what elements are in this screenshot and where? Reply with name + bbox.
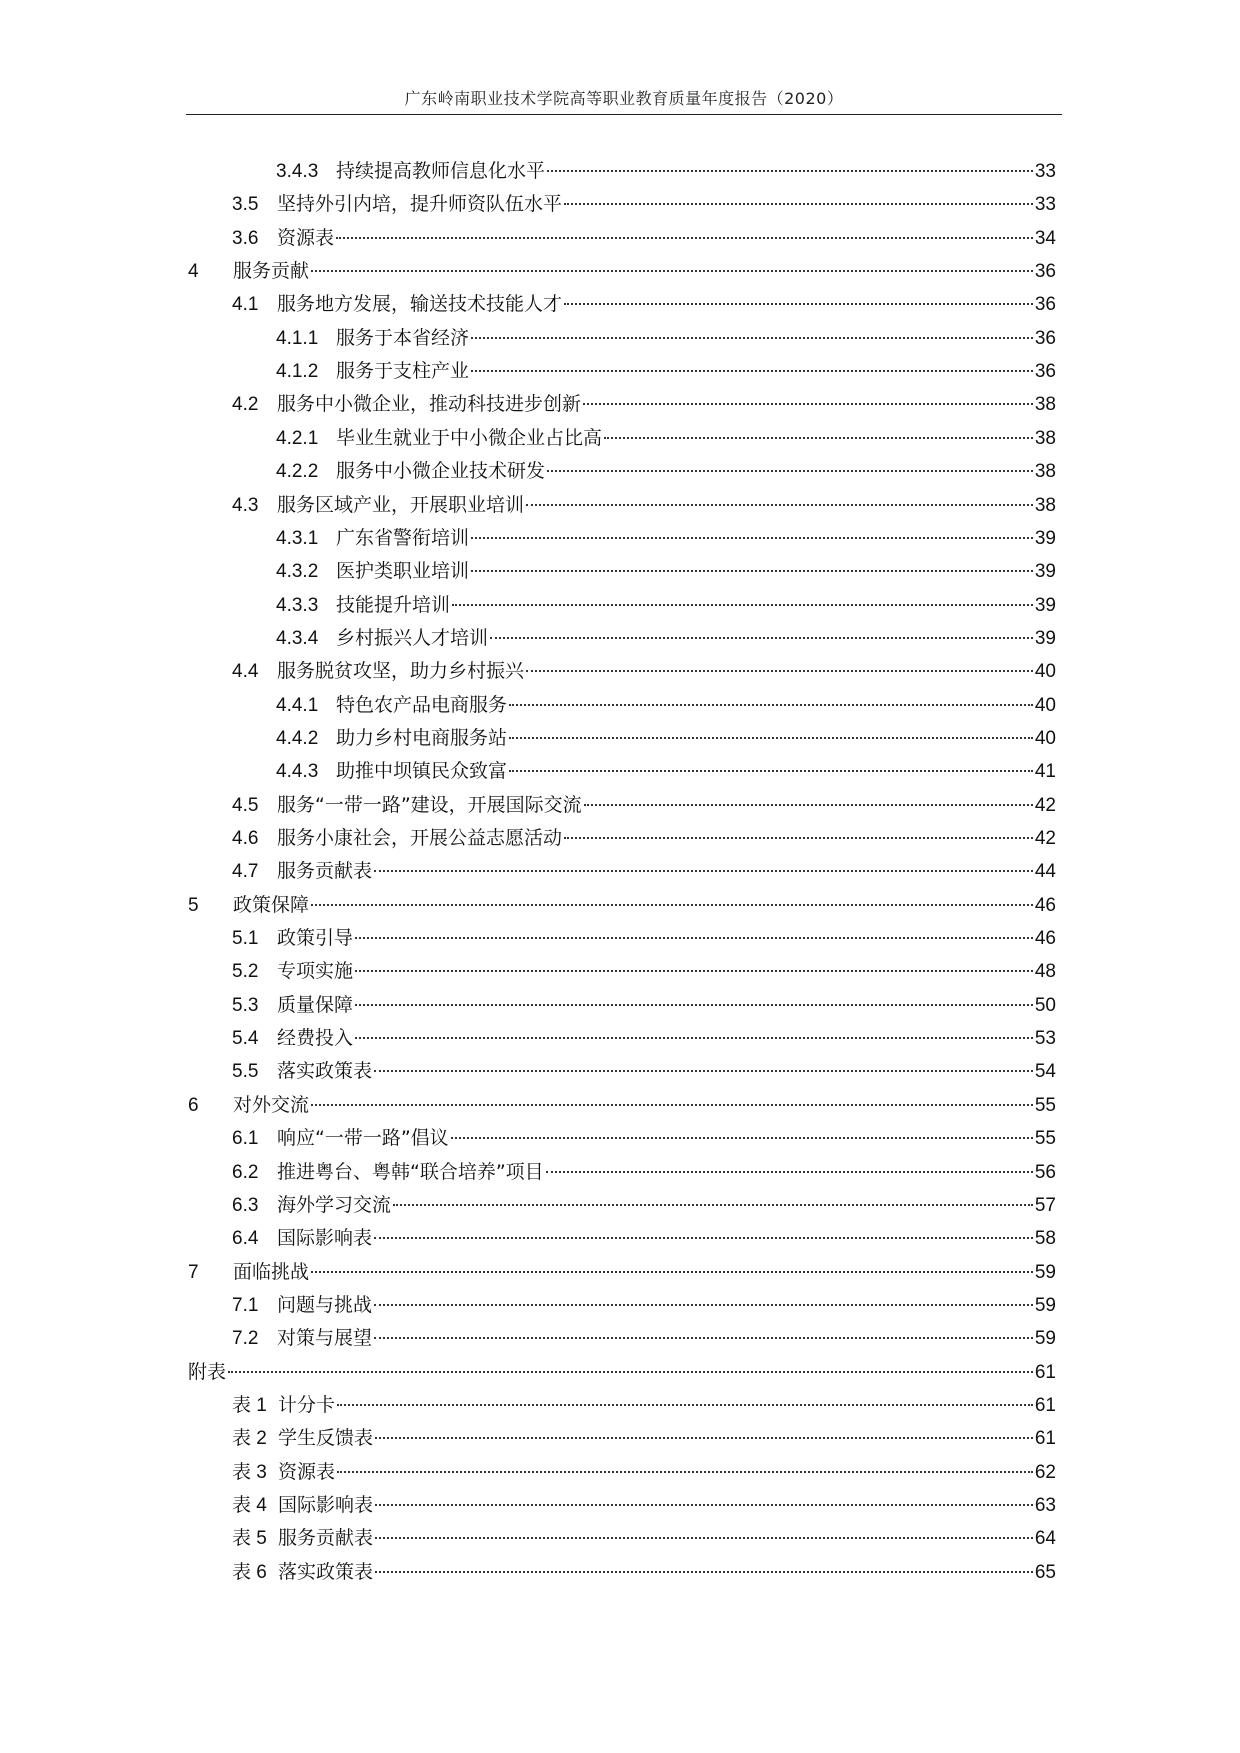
- toc-dot-leader: [451, 1137, 1033, 1139]
- toc-entry-title: 助推中坝镇民众致富: [336, 760, 508, 782]
- toc-dot-leader: [374, 1304, 1033, 1306]
- toc-dot-leader: [355, 1037, 1033, 1039]
- toc-entry-title: 落实政策表: [278, 1561, 374, 1583]
- toc-entry-number: 表 2: [232, 1428, 267, 1449]
- toc-dot-leader: [471, 570, 1033, 572]
- toc-entry-page: 39: [1034, 528, 1056, 549]
- toc-entry[interactable]: [232, 1056, 1056, 1086]
- toc-entry[interactable]: [232, 1290, 1056, 1320]
- toc-entry-title: 服务脱贫攻坚，助力乡村振兴: [277, 660, 525, 682]
- header-rule: [186, 114, 1062, 115]
- toc-entry[interactable]: [276, 756, 1056, 786]
- toc-entry-page: 61: [1034, 1395, 1056, 1416]
- toc-entry-page: 46: [1034, 928, 1056, 949]
- toc-entry-number: 6.2: [232, 1162, 259, 1183]
- toc-entry-number: 4.1.2: [276, 361, 319, 382]
- toc-entry-title: 国际影响表: [277, 1227, 373, 1249]
- toc-entry[interactable]: [232, 289, 1056, 319]
- toc-dot-leader: [374, 1337, 1033, 1339]
- toc-entry-page: 54: [1034, 1061, 1056, 1082]
- toc-entry-title: 特色农产品电商服务: [336, 694, 508, 716]
- toc-entry-page: 61: [1034, 1428, 1056, 1449]
- toc-dot-leader: [375, 1537, 1033, 1539]
- toc-entry-number: 7.2: [232, 1328, 259, 1349]
- toc-entry[interactable]: [276, 356, 1056, 386]
- toc-entry-number: 4.2: [232, 394, 259, 415]
- toc-entry-title: 学生反馈表: [278, 1427, 374, 1449]
- toc-dot-leader: [375, 1504, 1033, 1506]
- toc-entry[interactable]: [276, 690, 1056, 720]
- toc-entry-page: 40: [1034, 695, 1056, 716]
- toc-entry-title: 服务区域产业，开展职业培训: [277, 494, 525, 516]
- toc-entry-number: 4.5: [232, 795, 259, 816]
- toc-entry-number: 3.5: [232, 194, 259, 215]
- toc-dot-leader: [546, 1171, 1033, 1173]
- toc-entry-page: 42: [1034, 795, 1056, 816]
- toc-dot-leader: [355, 970, 1033, 972]
- toc-entry-number: 4.4.1: [276, 695, 319, 716]
- toc-entry[interactable]: [232, 1123, 1056, 1153]
- toc-entry-number: 4.1: [232, 294, 259, 315]
- toc-entry-number: 3.6: [232, 228, 259, 249]
- toc-entry[interactable]: [276, 456, 1056, 486]
- toc-dot-leader: [509, 737, 1033, 739]
- toc-entry-number: 4.2.1: [276, 428, 319, 449]
- toc-dot-leader: [374, 1237, 1033, 1239]
- toc-entry-title: 广东省警衔培训: [336, 527, 470, 549]
- toc-entry-title: 问题与挑战: [277, 1294, 373, 1316]
- toc-entry-title: 国际影响表: [278, 1494, 374, 1516]
- toc-entry-number: 4.2.2: [276, 461, 319, 482]
- toc-dot-leader: [564, 203, 1033, 205]
- toc-entry-title: 坚持外引内培，提升师资队伍水平: [277, 193, 563, 215]
- toc-dot-leader: [452, 604, 1033, 606]
- toc-entry-title: 资源表: [277, 227, 335, 249]
- toc-entry-title: 服务贡献表: [278, 1527, 374, 1549]
- toc-entry-number: 4.6: [232, 828, 259, 849]
- toc-entry[interactable]: [276, 323, 1056, 353]
- toc-dot-leader: [471, 337, 1033, 339]
- toc-entry[interactable]: [232, 1557, 1056, 1587]
- toc-dot-leader: [337, 1471, 1033, 1473]
- toc-entry-page: 63: [1034, 1495, 1056, 1516]
- toc-entry-title: 服务贡献表: [277, 860, 373, 882]
- toc-entry[interactable]: [188, 1257, 1056, 1287]
- toc-dot-leader: [564, 837, 1033, 839]
- toc-entry[interactable]: [232, 790, 1056, 820]
- toc-entry[interactable]: [232, 389, 1056, 419]
- toc-dot-leader: [584, 804, 1033, 806]
- toc-entry[interactable]: [276, 623, 1056, 653]
- toc-entry[interactable]: [188, 1357, 1056, 1387]
- toc-entry-number: 5.2: [232, 961, 259, 982]
- toc-entry[interactable]: [276, 156, 1056, 186]
- toc-entry-number: 4.4: [232, 661, 259, 682]
- toc-entry-number: 5: [188, 895, 199, 916]
- toc-entry-title: 服务地方发展，输送技术技能人才: [277, 293, 563, 315]
- toc-entry-page: 39: [1034, 595, 1056, 616]
- toc-entry-number: 4.4.3: [276, 761, 319, 782]
- toc-entry-page: 36: [1034, 361, 1056, 382]
- toc-entry-title: 技能提升培训: [336, 594, 451, 616]
- toc-entry-title: 落实政策表: [277, 1060, 373, 1082]
- toc-entry-title: 质量保障: [277, 994, 354, 1016]
- toc-entry-number: 4.3.3: [276, 595, 319, 616]
- toc-entry-number: 3.4.3: [276, 161, 319, 182]
- toc-entry-page: 55: [1034, 1095, 1056, 1116]
- toc-dot-leader: [393, 1204, 1033, 1206]
- toc-entry[interactable]: [232, 1323, 1056, 1353]
- toc-entry-page: 65: [1034, 1562, 1056, 1583]
- toc-dot-leader: [337, 1404, 1033, 1406]
- toc-entry-title: 服务小康社会，开展公益志愿活动: [277, 827, 563, 849]
- toc-dot-leader: [471, 370, 1033, 372]
- toc-entry-page: 36: [1034, 261, 1056, 282]
- toc-entry-title: 响应“一带一路”倡议: [277, 1127, 449, 1149]
- toc-entry-number: 4.7: [232, 861, 259, 882]
- toc-entry-page: 39: [1034, 628, 1056, 649]
- toc-entry-title: 对外交流: [233, 1094, 310, 1116]
- toc-entry-title: 毕业生就业于中小微企业占比高: [336, 427, 603, 449]
- toc-entry-title: 医护类职业培训: [336, 560, 470, 582]
- toc-entry-page: 40: [1034, 728, 1056, 749]
- toc-entry-page: 61: [1034, 1362, 1056, 1383]
- toc-entry[interactable]: [276, 523, 1056, 553]
- toc-entry[interactable]: [188, 1090, 1056, 1120]
- toc-entry-title: 服务贡献: [233, 260, 310, 282]
- toc-entry[interactable]: [232, 223, 1056, 253]
- toc-entry-title: 面临挑战: [233, 1261, 310, 1283]
- toc-entry-page: 33: [1034, 194, 1056, 215]
- toc-entry-page: 44: [1034, 861, 1056, 882]
- toc-entry-number: 5.3: [232, 995, 259, 1016]
- toc-entry[interactable]: [232, 856, 1056, 886]
- toc-entry[interactable]: [232, 1157, 1056, 1187]
- toc-entry-page: 62: [1034, 1462, 1056, 1483]
- toc-entry[interactable]: [232, 956, 1056, 986]
- toc-entry-page: 38: [1034, 495, 1056, 516]
- toc-entry-page: 36: [1034, 294, 1056, 315]
- toc-entry-number: 4.1.1: [276, 328, 319, 349]
- toc-dot-leader: [311, 1104, 1033, 1106]
- toc-entry[interactable]: [232, 1223, 1056, 1253]
- toc-entry[interactable]: [232, 1523, 1056, 1553]
- toc-entry-number: 表 1: [232, 1395, 267, 1416]
- toc-entry[interactable]: [188, 256, 1056, 286]
- toc-entry-number: 6.1: [232, 1128, 259, 1149]
- toc-entry[interactable]: [232, 189, 1056, 219]
- toc-entry-title: 服务于支柱产业: [336, 360, 470, 382]
- toc-dot-leader: [509, 704, 1033, 706]
- toc-entry-page: 46: [1034, 895, 1056, 916]
- toc-dot-leader: [311, 1271, 1033, 1273]
- toc-entry[interactable]: [232, 1490, 1056, 1520]
- toc-entry-title: 附表: [188, 1361, 227, 1383]
- toc-dot-leader: [374, 1070, 1033, 1072]
- toc-entry[interactable]: [188, 890, 1056, 920]
- toc-dot-leader: [355, 1004, 1033, 1006]
- toc-dot-leader: [375, 1571, 1033, 1573]
- toc-entry-number: 表 4: [232, 1495, 267, 1516]
- toc-dot-leader: [583, 403, 1033, 405]
- toc-entry-page: 40: [1034, 661, 1056, 682]
- toc-entry-number: 4.3.4: [276, 628, 319, 649]
- toc-entry-title: 推进粤台、粤韩“联合培养”项目: [277, 1161, 544, 1183]
- toc-dot-leader: [547, 170, 1033, 172]
- toc-dot-leader: [490, 637, 1033, 639]
- toc-entry[interactable]: [276, 590, 1056, 620]
- toc-entry-page: 39: [1034, 561, 1056, 582]
- toc-entry[interactable]: [276, 423, 1056, 453]
- toc-entry[interactable]: [232, 990, 1056, 1020]
- toc-entry-number: 4.3: [232, 495, 259, 516]
- toc-entry-number: 7.1: [232, 1295, 259, 1316]
- toc-entry[interactable]: [232, 1390, 1056, 1420]
- toc-entry[interactable]: [232, 1023, 1056, 1053]
- toc-entry-page: 56: [1034, 1162, 1056, 1183]
- toc-entry-title: 计分卡: [278, 1394, 336, 1416]
- toc-entry-page: 55: [1034, 1128, 1056, 1149]
- toc-dot-leader: [311, 270, 1033, 272]
- toc-entry-title: 服务于本省经济: [336, 327, 470, 349]
- toc-dot-leader: [336, 237, 1033, 239]
- toc-entry-title: 政策保障: [233, 894, 310, 916]
- toc-entry-page: 38: [1034, 394, 1056, 415]
- toc-entry-page: 50: [1034, 995, 1056, 1016]
- toc-entry-title: 服务“一带一路”建设，开展国际交流: [277, 794, 582, 816]
- toc-entry-title: 乡村振兴人才培训: [336, 627, 489, 649]
- toc-entry[interactable]: [232, 1190, 1056, 1220]
- toc-entry-page: 57: [1034, 1195, 1056, 1216]
- toc-entry-title: 专项实施: [277, 960, 354, 982]
- toc-dot-leader: [526, 504, 1033, 506]
- toc-entry-number: 表 3: [232, 1462, 267, 1483]
- toc-entry-page: 38: [1034, 461, 1056, 482]
- toc-entry-page: 34: [1034, 228, 1056, 249]
- toc-entry-page: 42: [1034, 828, 1056, 849]
- toc-entry-page: 38: [1034, 428, 1056, 449]
- toc-entry-number: 4.3.1: [276, 528, 319, 549]
- toc-entry-title: 对策与展望: [277, 1327, 373, 1349]
- toc-entry[interactable]: [232, 1423, 1056, 1453]
- toc-entry-number: 表 6: [232, 1562, 267, 1583]
- toc-entry-title: 经费投入: [277, 1027, 354, 1049]
- toc-dot-leader: [547, 470, 1033, 472]
- toc-dot-leader: [228, 1371, 1033, 1373]
- toc-entry-number: 表 5: [232, 1528, 267, 1549]
- toc-entry-page: 59: [1034, 1295, 1056, 1316]
- toc-dot-leader: [526, 670, 1033, 672]
- toc-entry-page: 41: [1034, 761, 1056, 782]
- toc-entry[interactable]: [232, 490, 1056, 520]
- toc-entry-number: 5.5: [232, 1061, 259, 1082]
- toc-dot-leader: [471, 537, 1033, 539]
- toc-entry-page: 33: [1034, 161, 1056, 182]
- toc-entry-number: 4: [188, 261, 199, 282]
- toc-entry[interactable]: [232, 823, 1056, 853]
- toc-entry[interactable]: [232, 1457, 1056, 1487]
- toc-entry[interactable]: [232, 656, 1056, 686]
- toc-entry-page: 59: [1034, 1262, 1056, 1283]
- toc-entry-title: 服务中小微企业，推动科技进步创新: [277, 393, 582, 415]
- toc-entry[interactable]: [276, 723, 1056, 753]
- toc-entry-number: 6: [188, 1095, 199, 1116]
- toc-entry-page: 53: [1034, 1028, 1056, 1049]
- toc-entry-page: 59: [1034, 1328, 1056, 1349]
- toc-entry-title: 海外学习交流: [277, 1194, 392, 1216]
- toc-entry-number: 6.4: [232, 1228, 259, 1249]
- toc-entry-title: 政策引导: [277, 927, 354, 949]
- toc-entry-page: 58: [1034, 1228, 1056, 1249]
- toc-dot-leader: [564, 303, 1033, 305]
- toc-entry-number: 4.3.2: [276, 561, 319, 582]
- toc-entry-title: 助力乡村电商服务站: [336, 727, 508, 749]
- toc-dot-leader: [355, 937, 1033, 939]
- toc-dot-leader: [374, 870, 1033, 872]
- toc-entry-title: 持续提高教师信息化水平: [336, 160, 546, 182]
- toc-entry-number: 5.4: [232, 1028, 259, 1049]
- toc-entry[interactable]: [276, 556, 1056, 586]
- toc-entry-number: 5.1: [232, 928, 259, 949]
- toc-entry-number: 7: [188, 1262, 199, 1283]
- toc-entry-number: 4.4.2: [276, 728, 319, 749]
- toc-entry-title: 服务中小微企业技术研发: [336, 460, 546, 482]
- toc-entry-page: 48: [1034, 961, 1056, 982]
- toc-entry-number: 6.3: [232, 1195, 259, 1216]
- toc-entry-page: 64: [1034, 1528, 1056, 1549]
- toc-entry-title: 资源表: [278, 1461, 336, 1483]
- toc-dot-leader: [375, 1437, 1033, 1439]
- toc-dot-leader: [311, 904, 1033, 906]
- toc-dot-leader: [604, 437, 1033, 439]
- toc-dot-leader: [509, 770, 1033, 772]
- toc-entry[interactable]: [232, 923, 1056, 953]
- toc-entry-page: 36: [1034, 328, 1056, 349]
- running-header: 广东岭南职业技术学院高等职业教育质量年度报告（2020）: [404, 89, 844, 108]
